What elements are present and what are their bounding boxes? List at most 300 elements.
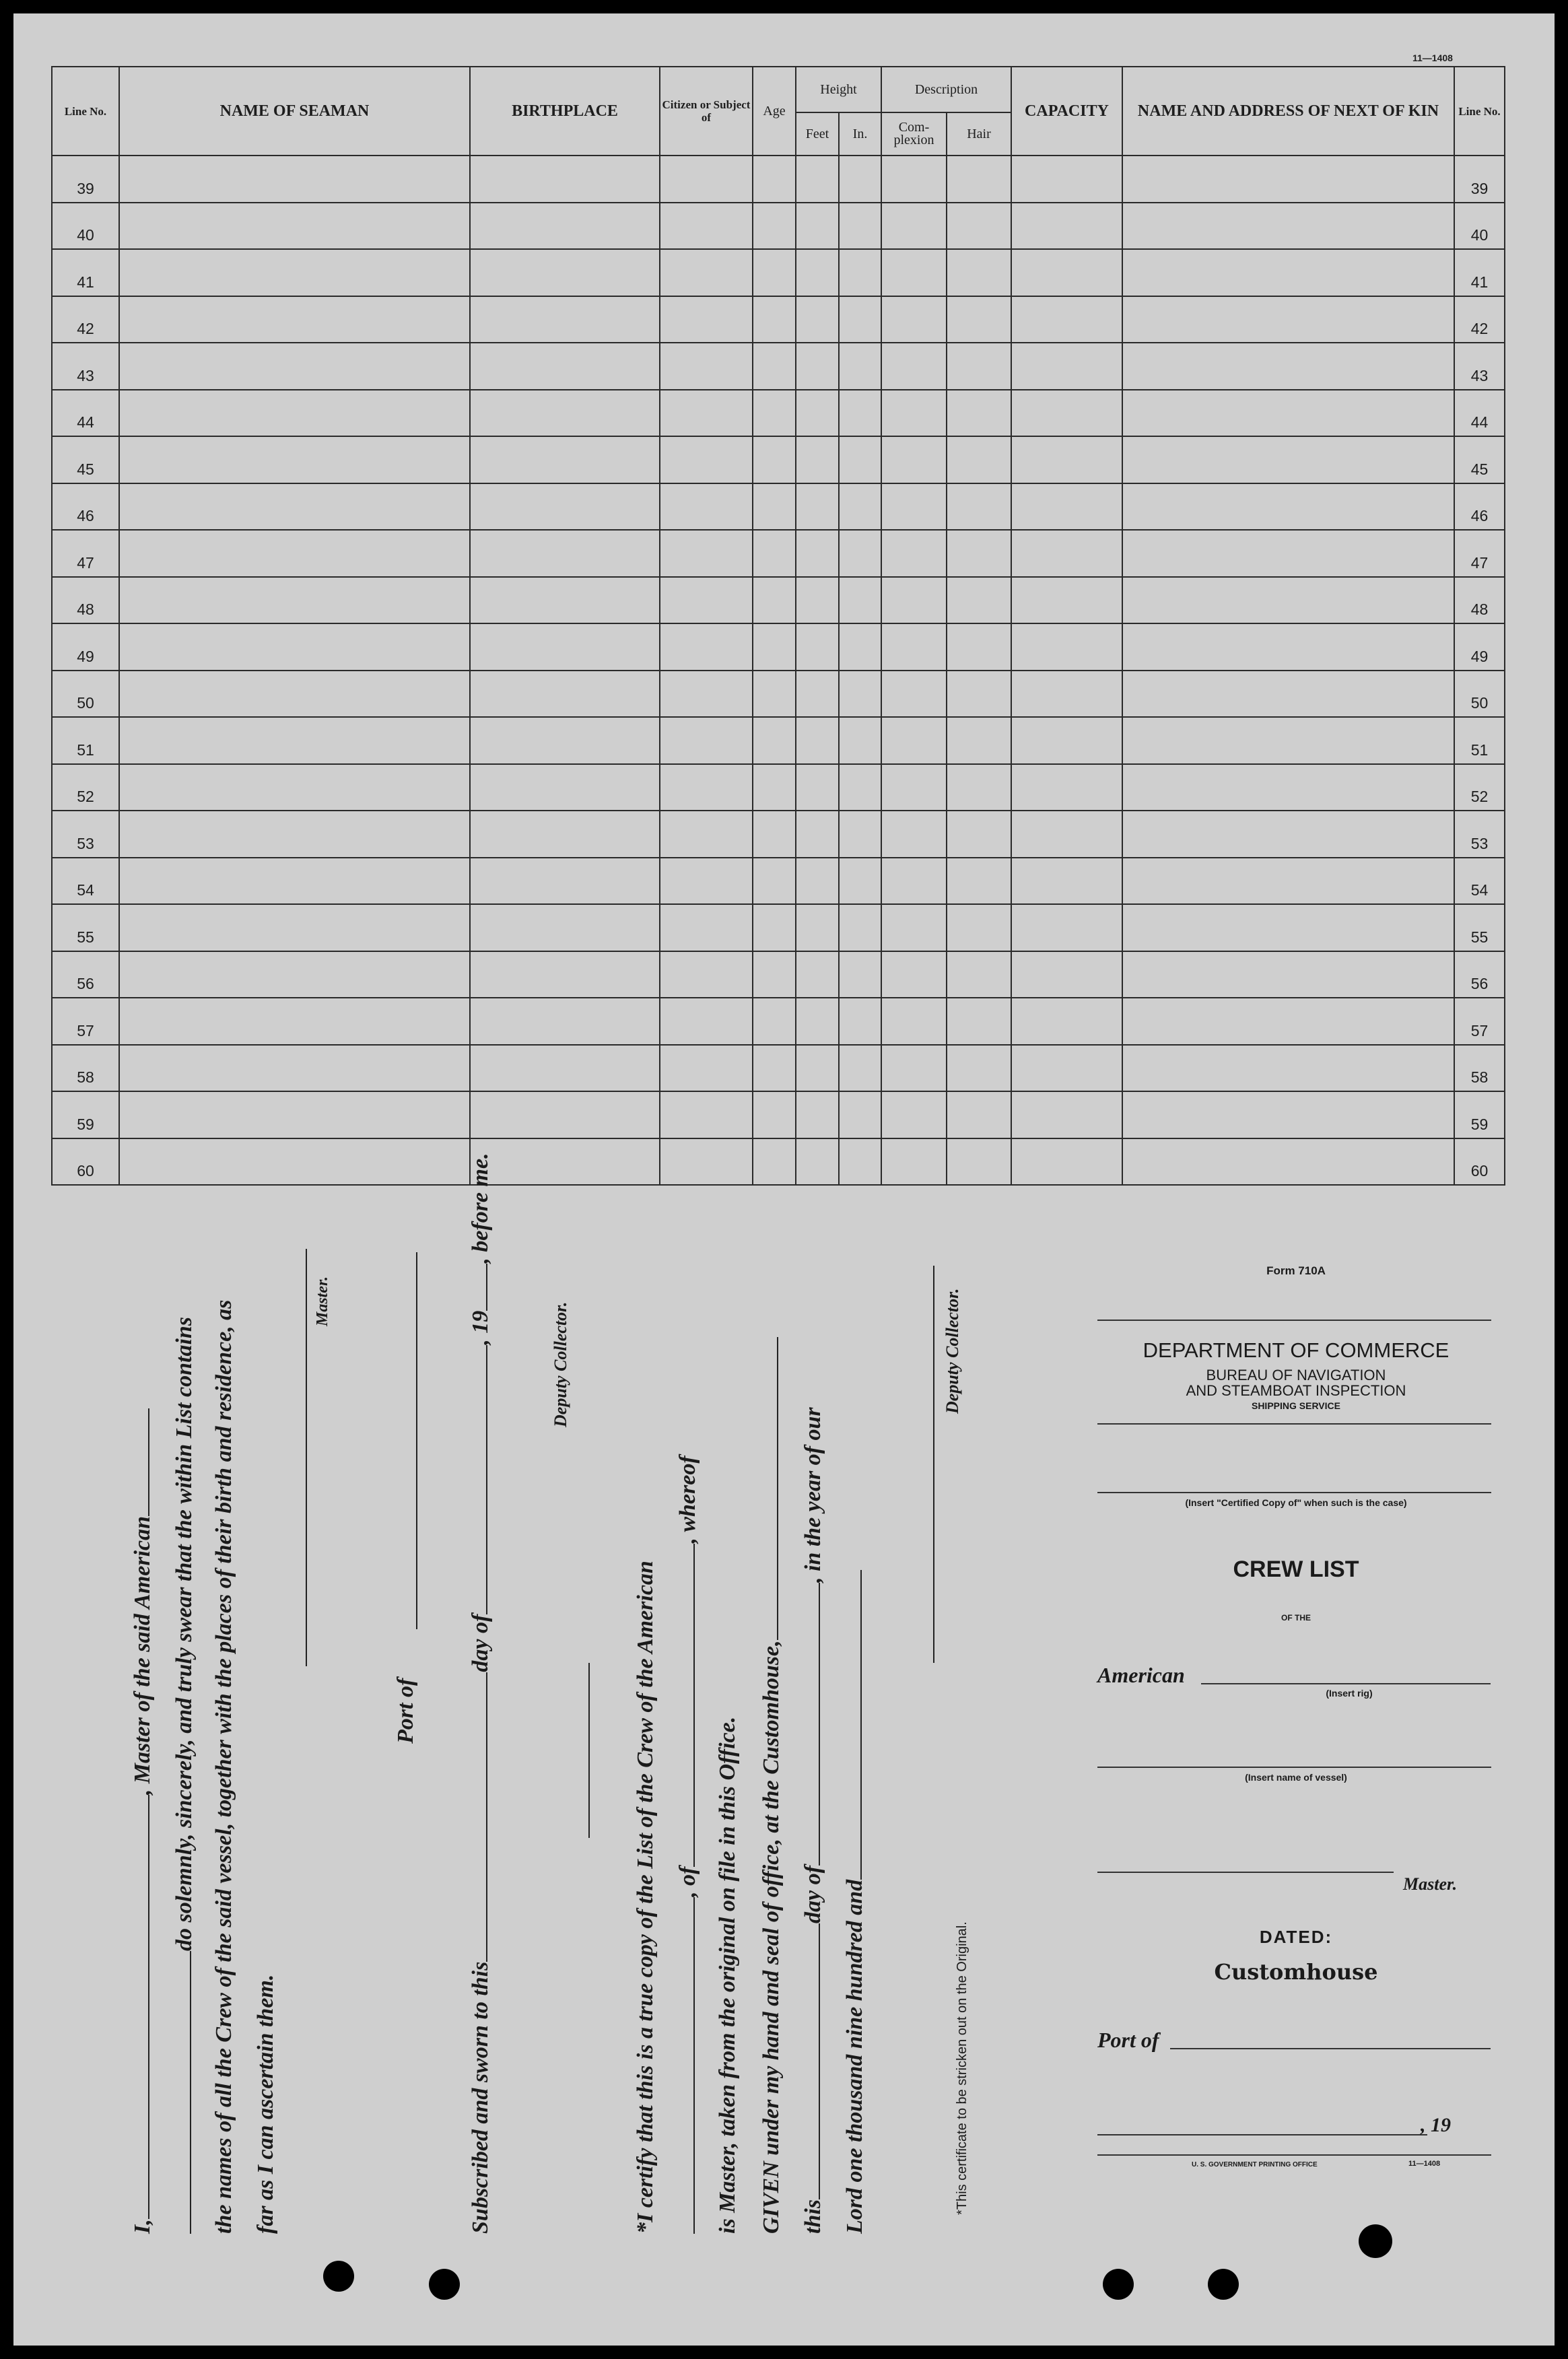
table-cell[interactable]	[660, 249, 753, 296]
table-cell[interactable]	[1122, 1138, 1454, 1186]
table-cell[interactable]	[947, 717, 1011, 764]
table-cell[interactable]	[1011, 343, 1122, 390]
table-cell[interactable]	[470, 764, 660, 811]
table-cell[interactable]	[1122, 904, 1454, 951]
table-cell[interactable]	[839, 249, 881, 296]
table-cell[interactable]	[660, 1138, 753, 1186]
table-cell[interactable]	[1122, 249, 1454, 296]
table-cell[interactable]	[839, 671, 881, 718]
table-cell[interactable]	[839, 764, 881, 811]
table-cell[interactable]	[119, 203, 470, 250]
table-cell[interactable]	[1011, 623, 1122, 671]
table-cell[interactable]	[947, 951, 1011, 998]
table-cell[interactable]	[753, 343, 796, 390]
certificate-line-3: is Master, taken from the original on file in this Office.	[715, 1716, 740, 2234]
table-cell[interactable]	[470, 904, 660, 951]
table-cell[interactable]	[1122, 671, 1454, 718]
table-row	[52, 717, 1505, 764]
line-number-right: 59	[1454, 1091, 1505, 1138]
table-cell[interactable]	[660, 343, 753, 390]
table-cell[interactable]	[1011, 1045, 1122, 1092]
table-cell[interactable]	[796, 530, 839, 577]
oath-line-1: I,, Master of the said American	[128, 1408, 156, 2234]
table-cell[interactable]	[119, 904, 470, 951]
table-cell[interactable]	[881, 858, 947, 905]
table-cell[interactable]	[1011, 249, 1122, 296]
table-cell[interactable]	[947, 858, 1011, 905]
line-number: 49	[52, 623, 119, 671]
line-number: 51	[52, 717, 119, 764]
table-cell[interactable]	[1122, 343, 1454, 390]
table-cell[interactable]	[470, 858, 660, 905]
form-number: Form 710A	[1266, 1264, 1326, 1277]
table-cell[interactable]	[1011, 764, 1122, 811]
table-cell[interactable]	[947, 436, 1011, 483]
table-cell[interactable]	[881, 156, 947, 203]
table-cell[interactable]	[470, 1045, 660, 1092]
table-row	[52, 811, 1505, 858]
table-cell[interactable]	[660, 483, 753, 531]
table-cell[interactable]	[947, 1091, 1011, 1138]
table-cell[interactable]	[1122, 998, 1454, 1045]
table-cell[interactable]	[796, 436, 839, 483]
table-cell[interactable]	[796, 717, 839, 764]
table-cell[interactable]	[1122, 1091, 1454, 1138]
day-blank[interactable]	[466, 1672, 487, 1962]
table-cell[interactable]	[881, 436, 947, 483]
table-cell[interactable]	[1011, 998, 1122, 1045]
table-cell[interactable]	[119, 1091, 470, 1138]
table-cell[interactable]	[839, 811, 881, 858]
table-cell[interactable]	[119, 530, 470, 577]
certified-copy-line[interactable]	[1097, 1492, 1491, 1493]
table-cell[interactable]	[839, 390, 881, 437]
table-cell[interactable]	[660, 717, 753, 764]
table-cell[interactable]	[881, 1138, 947, 1186]
table-cell[interactable]	[660, 577, 753, 624]
header-citizen: Citizen or Subject of	[660, 67, 753, 156]
table-cell[interactable]	[947, 1138, 1011, 1186]
table-cell[interactable]	[470, 296, 660, 343]
cert-month-blank[interactable]	[798, 1583, 820, 1866]
table-cell[interactable]	[119, 1045, 470, 1092]
table-cell[interactable]	[1122, 390, 1454, 437]
table-cell[interactable]	[660, 998, 753, 1045]
table-cell[interactable]	[947, 530, 1011, 577]
table-cell[interactable]	[881, 623, 947, 671]
table-cell[interactable]	[1122, 623, 1454, 671]
table-cell[interactable]	[947, 1045, 1011, 1092]
line-number: 47	[52, 530, 119, 577]
table-cell[interactable]	[753, 811, 796, 858]
table-cell[interactable]	[1011, 577, 1122, 624]
table-cell[interactable]	[839, 904, 881, 951]
table-cell[interactable]	[753, 390, 796, 437]
table-cell[interactable]	[753, 156, 796, 203]
table-cell[interactable]	[660, 436, 753, 483]
table-cell[interactable]	[470, 203, 660, 250]
table-cell[interactable]	[470, 1091, 660, 1138]
table-cell[interactable]	[881, 717, 947, 764]
table-cell[interactable]	[470, 671, 660, 718]
table-cell[interactable]	[119, 717, 470, 764]
table-cell[interactable]	[796, 296, 839, 343]
date-line[interactable]	[1097, 2134, 1427, 2135]
table-cell[interactable]	[470, 483, 660, 531]
header-name-of-seaman: NAME OF SEAMAN	[119, 67, 470, 156]
table-cell[interactable]	[753, 577, 796, 624]
table-cell[interactable]	[470, 343, 660, 390]
table-cell[interactable]	[1011, 717, 1122, 764]
table-cell[interactable]	[839, 436, 881, 483]
table-cell[interactable]	[947, 390, 1011, 437]
table-row	[52, 483, 1505, 531]
table-cell[interactable]	[947, 904, 1011, 951]
table-cell[interactable]	[796, 483, 839, 531]
table-cell[interactable]	[839, 296, 881, 343]
table-cell[interactable]	[470, 577, 660, 624]
table-cell[interactable]	[119, 811, 470, 858]
shipping-service: SHIPPING SERVICE	[1251, 1400, 1340, 1411]
table-cell[interactable]	[839, 998, 881, 1045]
table-cell[interactable]	[660, 203, 753, 250]
table-cell[interactable]	[839, 1045, 881, 1092]
rule	[1097, 2154, 1491, 2156]
table-cell[interactable]	[1011, 530, 1122, 577]
vessel-name-line[interactable]	[1097, 1767, 1491, 1768]
deputy-signature-line[interactable]	[588, 1663, 590, 1838]
line-number-right: 50	[1454, 671, 1505, 718]
table-cell[interactable]	[119, 483, 470, 531]
table-cell[interactable]	[839, 577, 881, 624]
table-cell[interactable]	[753, 858, 796, 905]
line-number: 48	[52, 577, 119, 624]
table-cell[interactable]	[470, 249, 660, 296]
table-cell[interactable]	[470, 436, 660, 483]
table-cell[interactable]	[753, 998, 796, 1045]
table-cell[interactable]	[796, 904, 839, 951]
table-cell[interactable]	[119, 577, 470, 624]
table-cell[interactable]	[839, 156, 881, 203]
port-of-line[interactable]	[416, 1252, 417, 1629]
table-cell[interactable]	[1122, 530, 1454, 577]
line-number: 53	[52, 811, 119, 858]
table-cell[interactable]	[881, 530, 947, 577]
table-cell[interactable]	[1011, 951, 1122, 998]
insert-vessel-note: (Insert name of vessel)	[1245, 1772, 1347, 1783]
table-cell[interactable]	[660, 858, 753, 905]
table-cell[interactable]	[660, 390, 753, 437]
table-cell[interactable]	[1122, 577, 1454, 624]
line-number-right: 52	[1454, 764, 1505, 811]
table-cell[interactable]	[796, 811, 839, 858]
table-cell[interactable]	[119, 436, 470, 483]
table-cell[interactable]	[881, 671, 947, 718]
table-cell[interactable]	[660, 156, 753, 203]
table-cell[interactable]	[839, 530, 881, 577]
line-number-right: 45	[1454, 436, 1505, 483]
table-cell[interactable]	[881, 577, 947, 624]
table-cell[interactable]	[947, 577, 1011, 624]
table-cell[interactable]	[119, 1138, 470, 1186]
table-cell[interactable]	[796, 203, 839, 250]
port-of-line-cover[interactable]	[1170, 2048, 1491, 2049]
master-name-blank[interactable]	[128, 1795, 149, 2219]
table-row	[52, 623, 1505, 671]
table-cell[interactable]	[1011, 156, 1122, 203]
table-cell[interactable]	[947, 623, 1011, 671]
table-cell[interactable]	[1122, 811, 1454, 858]
table-cell[interactable]	[1122, 951, 1454, 998]
table-cell[interactable]	[947, 483, 1011, 531]
table-cell[interactable]	[947, 998, 1011, 1045]
crew-list-title: CREW LIST	[1233, 1557, 1359, 1582]
table-row	[52, 671, 1505, 718]
table-cell[interactable]	[947, 671, 1011, 718]
table-cell[interactable]	[1011, 203, 1122, 250]
table-cell[interactable]	[839, 623, 881, 671]
line-number: 50	[52, 671, 119, 718]
rig-line[interactable]	[1201, 1683, 1491, 1684]
table-cell[interactable]	[1122, 203, 1454, 250]
table-cell[interactable]	[881, 998, 947, 1045]
line-number-right: 46	[1454, 483, 1505, 531]
cert-vessel-blank[interactable]	[673, 1897, 695, 2234]
table-cell[interactable]	[470, 156, 660, 203]
table-cell[interactable]	[119, 951, 470, 998]
table-row	[52, 436, 1505, 483]
table-cell[interactable]	[796, 156, 839, 203]
table-cell[interactable]	[753, 764, 796, 811]
table-cell[interactable]	[796, 343, 839, 390]
table-cell[interactable]	[119, 998, 470, 1045]
line-number: 43	[52, 343, 119, 390]
table-cell[interactable]	[1122, 483, 1454, 531]
table-cell[interactable]	[753, 530, 796, 577]
table-cell[interactable]	[660, 296, 753, 343]
table-cell[interactable]	[753, 717, 796, 764]
table-cell[interactable]	[881, 483, 947, 531]
table-row	[52, 951, 1505, 998]
master-line[interactable]	[1097, 1872, 1394, 1873]
table-cell[interactable]	[839, 343, 881, 390]
line-number-right: 48	[1454, 577, 1505, 624]
table-cell[interactable]	[119, 343, 470, 390]
table-cell[interactable]	[881, 203, 947, 250]
table-cell[interactable]	[660, 1091, 753, 1138]
table-cell[interactable]	[1122, 296, 1454, 343]
table-cell[interactable]	[796, 249, 839, 296]
table-cell[interactable]	[470, 717, 660, 764]
header-age: Age	[753, 67, 796, 156]
table-cell[interactable]	[839, 951, 881, 998]
line-number: 55	[52, 904, 119, 951]
table-cell[interactable]	[796, 764, 839, 811]
table-cell[interactable]	[881, 951, 947, 998]
table-cell[interactable]	[1122, 717, 1454, 764]
table-cell[interactable]	[119, 249, 470, 296]
table-cell[interactable]	[1011, 904, 1122, 951]
table-cell[interactable]	[660, 1045, 753, 1092]
table-cell[interactable]	[753, 671, 796, 718]
table-cell[interactable]	[839, 858, 881, 905]
table-cell[interactable]	[470, 390, 660, 437]
table-cell[interactable]	[881, 390, 947, 437]
table-cell[interactable]	[839, 483, 881, 531]
table-cell[interactable]	[796, 1045, 839, 1092]
table-cell[interactable]	[947, 249, 1011, 296]
cert-year-blank[interactable]	[840, 1570, 862, 1880]
year-blank[interactable]	[466, 1264, 487, 1311]
table-cell[interactable]	[1011, 1138, 1122, 1186]
table-cell[interactable]	[1011, 811, 1122, 858]
master-signature-line[interactable]	[306, 1249, 307, 1666]
table-cell[interactable]	[881, 296, 947, 343]
table-cell[interactable]	[753, 951, 796, 998]
table-cell[interactable]	[881, 1091, 947, 1138]
table-cell[interactable]	[470, 998, 660, 1045]
table-cell[interactable]	[660, 951, 753, 998]
header-line-no: Line No.	[52, 67, 119, 156]
table-cell[interactable]	[881, 249, 947, 296]
table-cell[interactable]	[947, 203, 1011, 250]
table-cell[interactable]	[119, 858, 470, 905]
line-number: 44	[52, 390, 119, 437]
port-of-label: Port of	[393, 1678, 418, 1744]
line-number-right: 43	[1454, 343, 1505, 390]
table-cell[interactable]	[1122, 156, 1454, 203]
table-cell[interactable]	[1011, 483, 1122, 531]
table-cell[interactable]	[753, 203, 796, 250]
table-cell[interactable]	[753, 904, 796, 951]
cert-deputy-signature-line[interactable]	[933, 1266, 934, 1663]
table-row	[52, 577, 1505, 624]
table-cell[interactable]	[470, 811, 660, 858]
table-cell[interactable]	[1011, 1091, 1122, 1138]
vessel-name-blank[interactable]	[128, 1408, 149, 1516]
table-cell[interactable]	[753, 249, 796, 296]
line-number: 54	[52, 858, 119, 905]
table-cell[interactable]	[753, 1045, 796, 1092]
table-cell[interactable]	[470, 1138, 660, 1186]
table-cell[interactable]	[753, 1138, 796, 1186]
table-cell[interactable]	[947, 764, 1011, 811]
table-cell[interactable]	[796, 1091, 839, 1138]
table-cell[interactable]	[660, 764, 753, 811]
table-cell[interactable]	[947, 343, 1011, 390]
header-hair: Hair	[947, 112, 1011, 156]
line-number: 40	[52, 203, 119, 250]
table-cell[interactable]	[947, 156, 1011, 203]
table-cell[interactable]	[839, 1138, 881, 1186]
table-cell[interactable]	[796, 951, 839, 998]
table-cell[interactable]	[1122, 436, 1454, 483]
printer-imprint: U. S. GOVERNMENT PRINTING OFFICE	[1192, 2161, 1318, 2168]
table-cell[interactable]	[1011, 671, 1122, 718]
certificate-line-4: GIVEN under my hand and seal of office, at the Customhouse,	[757, 1337, 784, 2234]
table-cell[interactable]	[839, 203, 881, 250]
table-cell[interactable]	[839, 1091, 881, 1138]
certificate-footnote: *This certificate to be stricken out on the Original.	[955, 1921, 969, 2215]
table-cell[interactable]	[119, 156, 470, 203]
table-cell[interactable]	[1011, 390, 1122, 437]
table-cell[interactable]	[796, 858, 839, 905]
table-cell[interactable]	[796, 390, 839, 437]
table-row	[52, 904, 1505, 951]
table-cell[interactable]	[839, 717, 881, 764]
table-cell[interactable]	[470, 530, 660, 577]
table-row	[52, 343, 1505, 390]
table-cell[interactable]	[1011, 858, 1122, 905]
rule	[1097, 1423, 1491, 1425]
table-cell[interactable]	[1122, 764, 1454, 811]
of-the-label: OF THE	[1281, 1613, 1311, 1622]
table-cell[interactable]	[947, 811, 1011, 858]
table-cell[interactable]	[1011, 296, 1122, 343]
table-cell[interactable]	[660, 623, 753, 671]
cert-day-blank[interactable]	[798, 1923, 820, 2199]
table-cell[interactable]	[119, 671, 470, 718]
table-cell[interactable]	[119, 623, 470, 671]
line-number: 58	[52, 1045, 119, 1092]
table-cell[interactable]	[753, 1091, 796, 1138]
oath-line-2: do solemnly, sincerely, and truly swear that the within List contains	[170, 1317, 197, 2234]
subscribed-line: Subscribed and sworn to thisday of, 19, before me.	[466, 1153, 493, 2234]
table-cell[interactable]	[796, 671, 839, 718]
line-number-right: 51	[1454, 717, 1505, 764]
table-cell[interactable]	[119, 390, 470, 437]
header-capacity: CAPACITY	[1011, 67, 1122, 156]
table-cell[interactable]	[881, 1045, 947, 1092]
table-cell[interactable]	[881, 343, 947, 390]
line-number-right: 41	[1454, 249, 1505, 296]
customhouse-blank[interactable]	[757, 1337, 778, 1640]
table-cell[interactable]	[470, 951, 660, 998]
table-cell[interactable]	[1122, 1045, 1454, 1092]
table-cell[interactable]	[796, 1138, 839, 1186]
table-cell[interactable]	[881, 764, 947, 811]
table-cell[interactable]	[753, 623, 796, 671]
table-cell[interactable]	[470, 623, 660, 671]
table-cell[interactable]	[796, 623, 839, 671]
table-cell[interactable]	[660, 811, 753, 858]
table-row	[52, 203, 1505, 250]
table-cell[interactable]	[881, 811, 947, 858]
header-complexion: Com-plexion	[881, 112, 947, 156]
table-cell[interactable]	[796, 998, 839, 1045]
table-cell[interactable]	[119, 296, 470, 343]
table-cell[interactable]	[660, 671, 753, 718]
cert-port-blank[interactable]	[673, 1544, 695, 1867]
table-cell[interactable]	[119, 764, 470, 811]
crew-table	[51, 66, 1505, 1186]
table-row	[52, 390, 1505, 437]
table-cell[interactable]	[1122, 858, 1454, 905]
certificate-line-5: thisday of, in the year of our	[798, 1407, 826, 2234]
line-number-right: 58	[1454, 1045, 1505, 1092]
table-cell[interactable]	[1011, 436, 1122, 483]
table-cell[interactable]	[753, 296, 796, 343]
table-cell[interactable]	[796, 577, 839, 624]
table-cell[interactable]	[660, 530, 753, 577]
table-cell[interactable]	[660, 904, 753, 951]
table-cell[interactable]	[881, 904, 947, 951]
table-cell[interactable]	[753, 436, 796, 483]
table-cell[interactable]	[947, 296, 1011, 343]
vessel-name-blank-2[interactable]	[170, 1951, 191, 2234]
month-blank[interactable]	[466, 1345, 487, 1614]
table-cell[interactable]	[753, 483, 796, 531]
